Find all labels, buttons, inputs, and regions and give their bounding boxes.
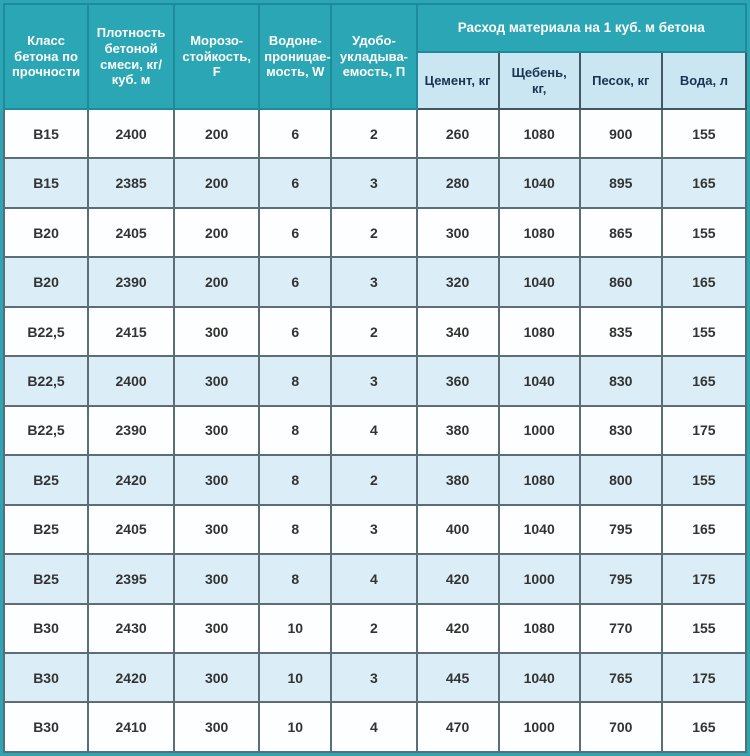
table-cell: 2395	[88, 554, 174, 603]
table-cell: 165	[662, 158, 746, 207]
table-cell: 2385	[88, 158, 174, 207]
table-row	[4, 455, 746, 504]
table-cell: 4	[331, 406, 416, 455]
table-cell: 8	[259, 406, 331, 455]
table-cell: 1080	[499, 109, 580, 158]
table-cell: 1080	[499, 307, 580, 356]
table-cell: В20	[4, 208, 88, 257]
table-cell: 3	[331, 158, 416, 207]
table-cell: 400	[417, 505, 499, 554]
table-row	[4, 406, 746, 455]
table-cell: 830	[580, 356, 662, 405]
table-cell: 420	[417, 554, 499, 603]
table-cell: В20	[4, 257, 88, 306]
table-cell: 2400	[88, 356, 174, 405]
header-material-consumption-group: Расход материала на 1 куб. м бетона	[417, 4, 747, 52]
table-cell: 2	[331, 604, 416, 653]
table-row	[4, 554, 746, 603]
table-cell: 865	[580, 208, 662, 257]
table-cell: 860	[580, 257, 662, 306]
table-cell: 300	[417, 208, 499, 257]
table-row	[4, 158, 746, 207]
header-cement: Цемент, кг	[417, 52, 499, 109]
table-cell: 10	[259, 604, 331, 653]
table-cell: 8	[259, 505, 331, 554]
table-cell: 4	[331, 702, 416, 752]
table-cell: 300	[174, 406, 259, 455]
table-cell: 300	[174, 604, 259, 653]
table-cell: В30	[4, 653, 88, 702]
table-cell: 175	[662, 406, 746, 455]
table-cell: 380	[417, 406, 499, 455]
table-cell: 800	[580, 455, 662, 504]
header-crushed-stone: Щебень, кг,	[499, 52, 580, 109]
table-cell: 165	[662, 356, 746, 405]
table-cell: 300	[174, 505, 259, 554]
table-cell: 1080	[499, 208, 580, 257]
table-cell: 8	[259, 554, 331, 603]
table-row	[4, 257, 746, 306]
header-frost-resistance: Морозо-стойкость, F	[174, 4, 259, 109]
table-cell: 200	[174, 158, 259, 207]
table-cell: 835	[580, 307, 662, 356]
table-cell: 2415	[88, 307, 174, 356]
table-cell: 3	[331, 505, 416, 554]
table-cell: 765	[580, 653, 662, 702]
table-cell: 445	[417, 653, 499, 702]
table-body	[4, 109, 746, 752]
table-cell: 165	[662, 257, 746, 306]
table-row	[4, 356, 746, 405]
table-cell: 165	[662, 505, 746, 554]
table-cell: В25	[4, 554, 88, 603]
table-cell: 155	[662, 307, 746, 356]
table-cell: 6	[259, 109, 331, 158]
table-cell: 3	[331, 356, 416, 405]
table-cell: 770	[580, 604, 662, 653]
table-cell: 1080	[499, 604, 580, 653]
header-concrete-class: Класс бетона по прочности	[4, 4, 88, 109]
table-row	[4, 604, 746, 653]
table-cell: 1080	[499, 455, 580, 504]
table-cell: 8	[259, 356, 331, 405]
table-cell: 155	[662, 455, 746, 504]
table-cell: 300	[174, 554, 259, 603]
table-cell: 1000	[499, 702, 580, 752]
header-row-main	[4, 4, 746, 52]
table-cell: 300	[174, 653, 259, 702]
table-cell: 1000	[499, 554, 580, 603]
table-cell: 8	[259, 455, 331, 504]
table-cell: 175	[662, 554, 746, 603]
table-cell: 1000	[499, 406, 580, 455]
table-row	[4, 653, 746, 702]
concrete-consumption-table	[3, 3, 747, 753]
table-cell: В30	[4, 702, 88, 752]
table-cell: 470	[417, 702, 499, 752]
table-cell: 155	[662, 109, 746, 158]
table-row	[4, 307, 746, 356]
table-cell: 300	[174, 307, 259, 356]
table-cell: 165	[662, 702, 746, 752]
table-cell: 795	[580, 554, 662, 603]
table-cell: В25	[4, 455, 88, 504]
table-cell: 2390	[88, 406, 174, 455]
table-cell: 300	[174, 455, 259, 504]
header-water: Вода, л	[662, 52, 746, 109]
table-header	[4, 4, 746, 109]
table-cell: 3	[331, 653, 416, 702]
table-cell: 175	[662, 653, 746, 702]
table-cell: 10	[259, 653, 331, 702]
table-cell: 2420	[88, 455, 174, 504]
table-cell: 2410	[88, 702, 174, 752]
table-cell: В30	[4, 604, 88, 653]
table-cell: 300	[174, 356, 259, 405]
table-cell: 1040	[499, 505, 580, 554]
table-cell: 6	[259, 208, 331, 257]
table-cell: 300	[174, 702, 259, 752]
table-cell: В22,5	[4, 307, 88, 356]
table-cell: 6	[259, 257, 331, 306]
table-cell: 795	[580, 505, 662, 554]
table-cell: 260	[417, 109, 499, 158]
header-water-resistance: Водоне-проницае-мость, W	[259, 4, 331, 109]
table-cell: 6	[259, 158, 331, 207]
table-cell: 155	[662, 604, 746, 653]
table-cell: 895	[580, 158, 662, 207]
table-cell: В15	[4, 158, 88, 207]
table-cell: 2405	[88, 505, 174, 554]
table-cell: 2405	[88, 208, 174, 257]
header-mix-density: Плотность бетоной смеси, кг/куб. м	[88, 4, 174, 109]
table-row	[4, 109, 746, 158]
table-cell: 2400	[88, 109, 174, 158]
table-cell: 2	[331, 455, 416, 504]
header-workability: Удобо-укладыва-емость, П	[331, 4, 416, 109]
table-cell: 420	[417, 604, 499, 653]
table-cell: 1040	[499, 356, 580, 405]
table-cell: 1040	[499, 257, 580, 306]
table-cell: В22,5	[4, 356, 88, 405]
table-cell: 280	[417, 158, 499, 207]
table-cell: 900	[580, 109, 662, 158]
table-cell: 1040	[499, 653, 580, 702]
table-cell: 6	[259, 307, 331, 356]
table-row	[4, 208, 746, 257]
table-cell: 200	[174, 109, 259, 158]
table-cell: 155	[662, 208, 746, 257]
table-cell: 830	[580, 406, 662, 455]
table-cell: 200	[174, 257, 259, 306]
table-cell: 3	[331, 257, 416, 306]
table-cell: В22,5	[4, 406, 88, 455]
table-cell: 2430	[88, 604, 174, 653]
table-cell: В15	[4, 109, 88, 158]
table-cell: 4	[331, 554, 416, 603]
table-cell: 700	[580, 702, 662, 752]
table-cell: 1040	[499, 158, 580, 207]
table-cell: 2	[331, 109, 416, 158]
table-cell: 320	[417, 257, 499, 306]
header-sand: Песок, кг	[580, 52, 662, 109]
table-row	[4, 702, 746, 752]
table-cell: 380	[417, 455, 499, 504]
table-cell: 2	[331, 208, 416, 257]
table-cell: 340	[417, 307, 499, 356]
table-cell: 10	[259, 702, 331, 752]
table-cell: В25	[4, 505, 88, 554]
table-cell: 2420	[88, 653, 174, 702]
table-cell: 360	[417, 356, 499, 405]
table-cell: 2	[331, 307, 416, 356]
table-cell: 200	[174, 208, 259, 257]
table-cell: 2390	[88, 257, 174, 306]
table-row	[4, 505, 746, 554]
